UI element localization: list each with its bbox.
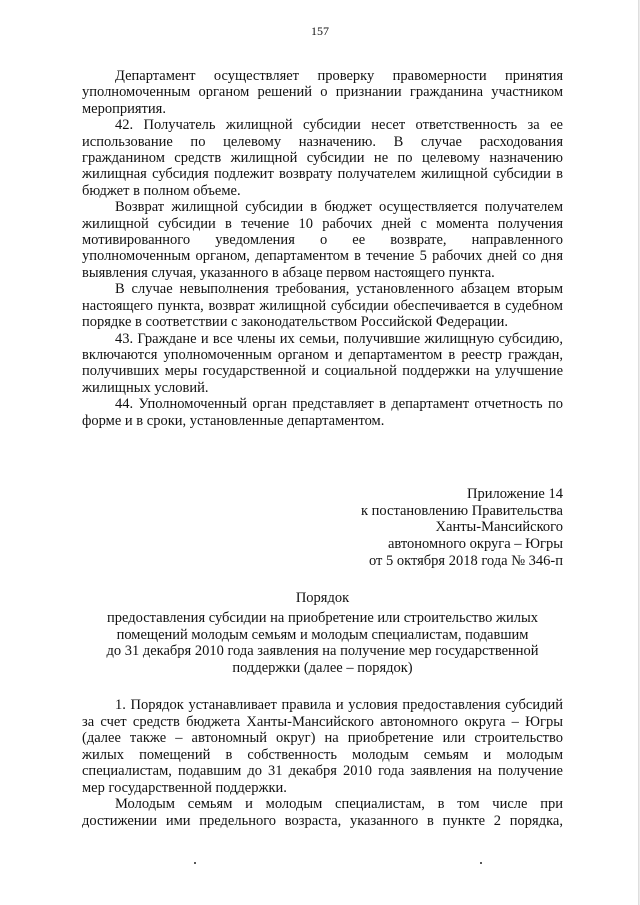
document-body-bottom — [82, 697, 563, 829]
paragraph-young-families: Молодым семьям и молодым специалистам, в том числе при достижении ими предельного возраста, указанного в пункте 2 порядка, — [82, 796, 563, 829]
appendix-line-4: автономного округа – Югры — [387, 536, 563, 553]
paragraph-43: 43. Граждане и все члены их семьи, получившие жилищную субсидию, включаются уполномоченным органом и департаментом в реестр граждан, получивших меры государственной и социальной поддержки на улучшение жилищных условий. — [82, 330, 563, 396]
appendix-line-5: от 5 октября 2018 года № 346-п — [368, 552, 563, 569]
order-subtitle — [82, 610, 563, 677]
order-subtitle-line-4: поддержки (далее – порядок) — [232, 660, 413, 677]
appendix-line-2: к постановлению Правительства — [361, 502, 563, 519]
scan-dot-right — [480, 862, 482, 864]
appendix-line-3: Ханты-Мансийского — [435, 519, 563, 536]
appendix-block — [263, 486, 563, 570]
appendix-line-1: Приложение 14 — [467, 486, 563, 502]
scan-dot-left — [194, 862, 196, 864]
paragraph-44: 44. Уполномоченный орган представляет в департамент отчетность по форме и в сроки, установленные департаментом. — [82, 396, 563, 429]
document-body-top — [82, 68, 563, 429]
order-title: Порядок — [295, 590, 350, 606]
paragraph-1: 1. Порядок устанавливает правила и условия предоставления субсидий за счет средств бюджета Ханты-Мансийского автономного округа – Югры (далее также – автономный округ) на приобретение или строительство жилых помещений в собственность молодым семьям и молодым специалистам, подавшим до 31 декабря 2010 года заявления на получение мер государственной поддержки. — [82, 697, 563, 796]
paragraph-42: 42. Получатель жилищной субсидии несет ответственность за ее использование по целевому назначению. В случае расходования гражданином средств жилищной субсидии не по целевому назначению жилищная субсидия подлежит возврату получателем жилищной субсидии в бюджет в полном объеме. — [82, 117, 563, 199]
paragraph-refund-procedure: Возврат жилищной субсидии в бюджет осуществляется получателем жилищной субсидии в течение 10 рабочих дней с момента получения мотивированного уведомления о ее возврате, направленного уполномоченным органом, департаментом в течение 5 рабочих дней со дня выявления случая, указанного в абзаце первом настоящего пункта. — [82, 199, 563, 281]
page-number: 157 — [311, 24, 329, 38]
paragraph-court-enforcement: В случае невыполнения требования, установленного абзацем вторым настоящего пункта, возврат жилищной субсидии обеспечивается в судебном порядке в соответствии с законодательством Российской Федерации. — [82, 281, 563, 331]
order-subtitle-line-3: до 31 декабря 2010 года заявления на получение мер государственной — [106, 643, 539, 660]
order-subtitle-line-1: предоставления субсидии на приобретение или строительство жилых — [106, 610, 539, 626]
paragraph-department-check: Департамент осуществляет проверку правомерности принятия уполномоченным органом решений о признании гражданина участником мероприятия. — [82, 68, 563, 117]
order-subtitle-line-2: помещений молодым семьям и молодым специалистам, подавшим — [116, 626, 529, 643]
